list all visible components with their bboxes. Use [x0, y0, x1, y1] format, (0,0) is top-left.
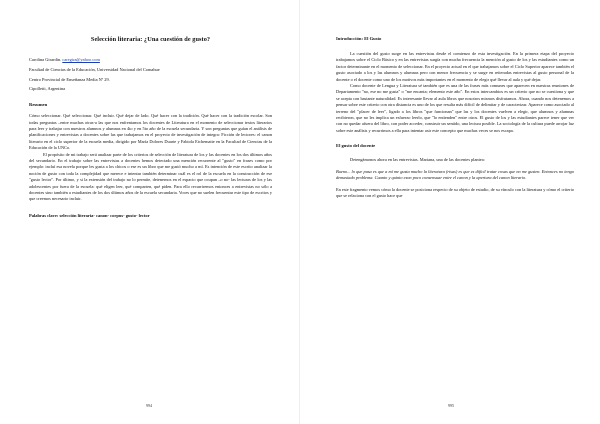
intro-paragraph-2: Como docente de Lengua y Literatura sé también que es una de las frases más comunes que aparecen en nuestras reuniones de Departamento "no, ese no me gusta" o "me encanta; elemento este año". En estos intercambios es un criterio que no se cuestiona y que se acepta con bastante naturalidad. Es interesante llevar al aula libros que nosotros mismos disfrutamos. Ahora, cuando nos detenemos a pensar sobre este criterio con otra distancia es uno de los que resulta más difícil de delimitar y de caracterizar. Aparece como asociado al terreno del "placer de leer", ligado a los libros "que funcionan" que las y los docentes vuelven a elegir, que alumnos y alumnas recibieron, que no les implica un esfuerzo leerlo, que "lo entienden" entre otros. El gusto de los y las estudiantes parece tener que ver con no quedar afuera del libro, con poder acceder, construir un sentido, una lectura posible. La sociología de la cultura puede arrojar luz sobre este análisis y recurrimos a ella para intentar asir este concepto que muchas veces se nos escapa.	[336, 83, 574, 133]
gusto-paragraph-1: Detengámonos ahora en las entrevistas. Mariana, una de las docentes plantea:	[350, 157, 485, 163]
right-page	[300, 0, 600, 424]
interview-quote: Bueno... lo que pasa es que a mí me gusta mucho la literatura (risas) es que es difícil tratar cosas que no me gusten. Entonces no tengo demasiado problema. Cuanto y quinto eson poco consensuar entre el canon y la apertura del canon literario.	[336, 168, 574, 181]
affiliation-1: Facultad de Ciencias de la Educación, Universidad Nacional del Comahue	[29, 66, 160, 72]
keywords: Palabras clave: selección literaria- canon- corpus- gusto- lector	[29, 212, 150, 218]
abstract-heading: Resumen	[29, 102, 48, 108]
author-block	[29, 57, 272, 92]
intro-paragraph-1: La cuestión del gusto surge en las entrevistas desde el comienzo de esta investigación. En la primera etapa del proyecto trabajamos sobre el Ciclo Básico y en las entrevistas surgía con mucha frecuencia la mención al gusto de los y las estudiantes como un factor determinante en el momento de seleccionar. En el proyecto actual en el que trabajamos sobre el Ciclo Superior aparece también el gusto asociado a los y las alumnos y alumnas pero con menor frecuencia y se surge en reiteradas entrevistas al gusto personal de la docente o el docente como uno de los motivos más importantes en el momento de elegir qué llevar al aula y qué dejar.	[336, 51, 574, 82]
gusto-paragraph-2: En este fragmento vemos cómo la docente se posiciona respecto de su objeto de estudio, de su vínculo con la literatura y cómo el criterio que se relaciona con el gusto hace que	[336, 186, 574, 198]
page-number-left: 994	[146, 403, 152, 408]
left-column	[29, 36, 272, 218]
paper-title: Selección literaria: ¿Una cuestión de gusto?	[90, 36, 211, 43]
author-name: Carolina Girardin.	[29, 57, 63, 62]
page-number-right: 995	[448, 403, 454, 408]
author-line	[29, 57, 272, 62]
author-email-link[interactable]: caregira@yahoo.com	[62, 57, 100, 62]
abstract-paragraph-2: El propósito de mi trabajo será analizar parte de los criterios de selección de literatura de los y las docentes en los dos últimos años del secundario. En el trabajo sobre las entrevistas a docentes hemos detectado una mención recurrente al "gusto" en frases como por ejemplo: incluí esa novela porque les gusta a los chicos o ese es un libro que me gustó mucho a mí. Es intención de este escrito analizar la noción de gusto con toda la complejidad que merece e intentar también determinar cuál es el rol de la escuela en la construcción de ese "gusto lector". Por último, y si la extensión del trabajo no lo permite, detenernos en el espacio que ocupan –o no- las lecturas de los y las adolescentes por fuera de la escuela: qué eligen leer, qué comparten, qué piden. Para ello recurriremos entonces a entrevistas no sólo a docentes sino también a estudiantes de los dos últimos años de la escuela secundaria. Voces que no suelen frecuentar este tipo de escritos y que creemos necesario incluir.	[29, 151, 272, 202]
location: Cipolletti, Argentina	[29, 86, 66, 92]
intro-heading: Introducción: El Gusto	[336, 36, 382, 41]
gusto-heading: El gusto del docente	[336, 143, 376, 149]
right-column	[336, 36, 574, 199]
abstract-paragraph-1: Cómo seleccionar. Qué seleccionar. Qué incluir. Qué dejar de lado. Qué hacer con la tradición. Qué hacer con la tradición escolar. Son todas preguntas –entre muchas otras-a las que nos enfrentamos los docentes de Literatura en el momento de seleccionar textos literarios para leer y trabajar con nuestros alumnos y alumnas en 4to y en 5to año de la escuela secundaria. Y son preguntas que guían el análisis de planificaciones y entrevistas a docentes sobre las que trabajamos en el proyecto de investigación de integra: Ficción de lectores: el canon literario en el ciclo superior de la escuela media, dirigido por María Dolores Duarte y Fabiola Etchemaite en la Facultad de Ciencias de la Educación de la UNCo.	[29, 113, 272, 151]
affiliation-2: Centro Provincial de Enseñanza Media Nº 29.	[29, 76, 110, 82]
